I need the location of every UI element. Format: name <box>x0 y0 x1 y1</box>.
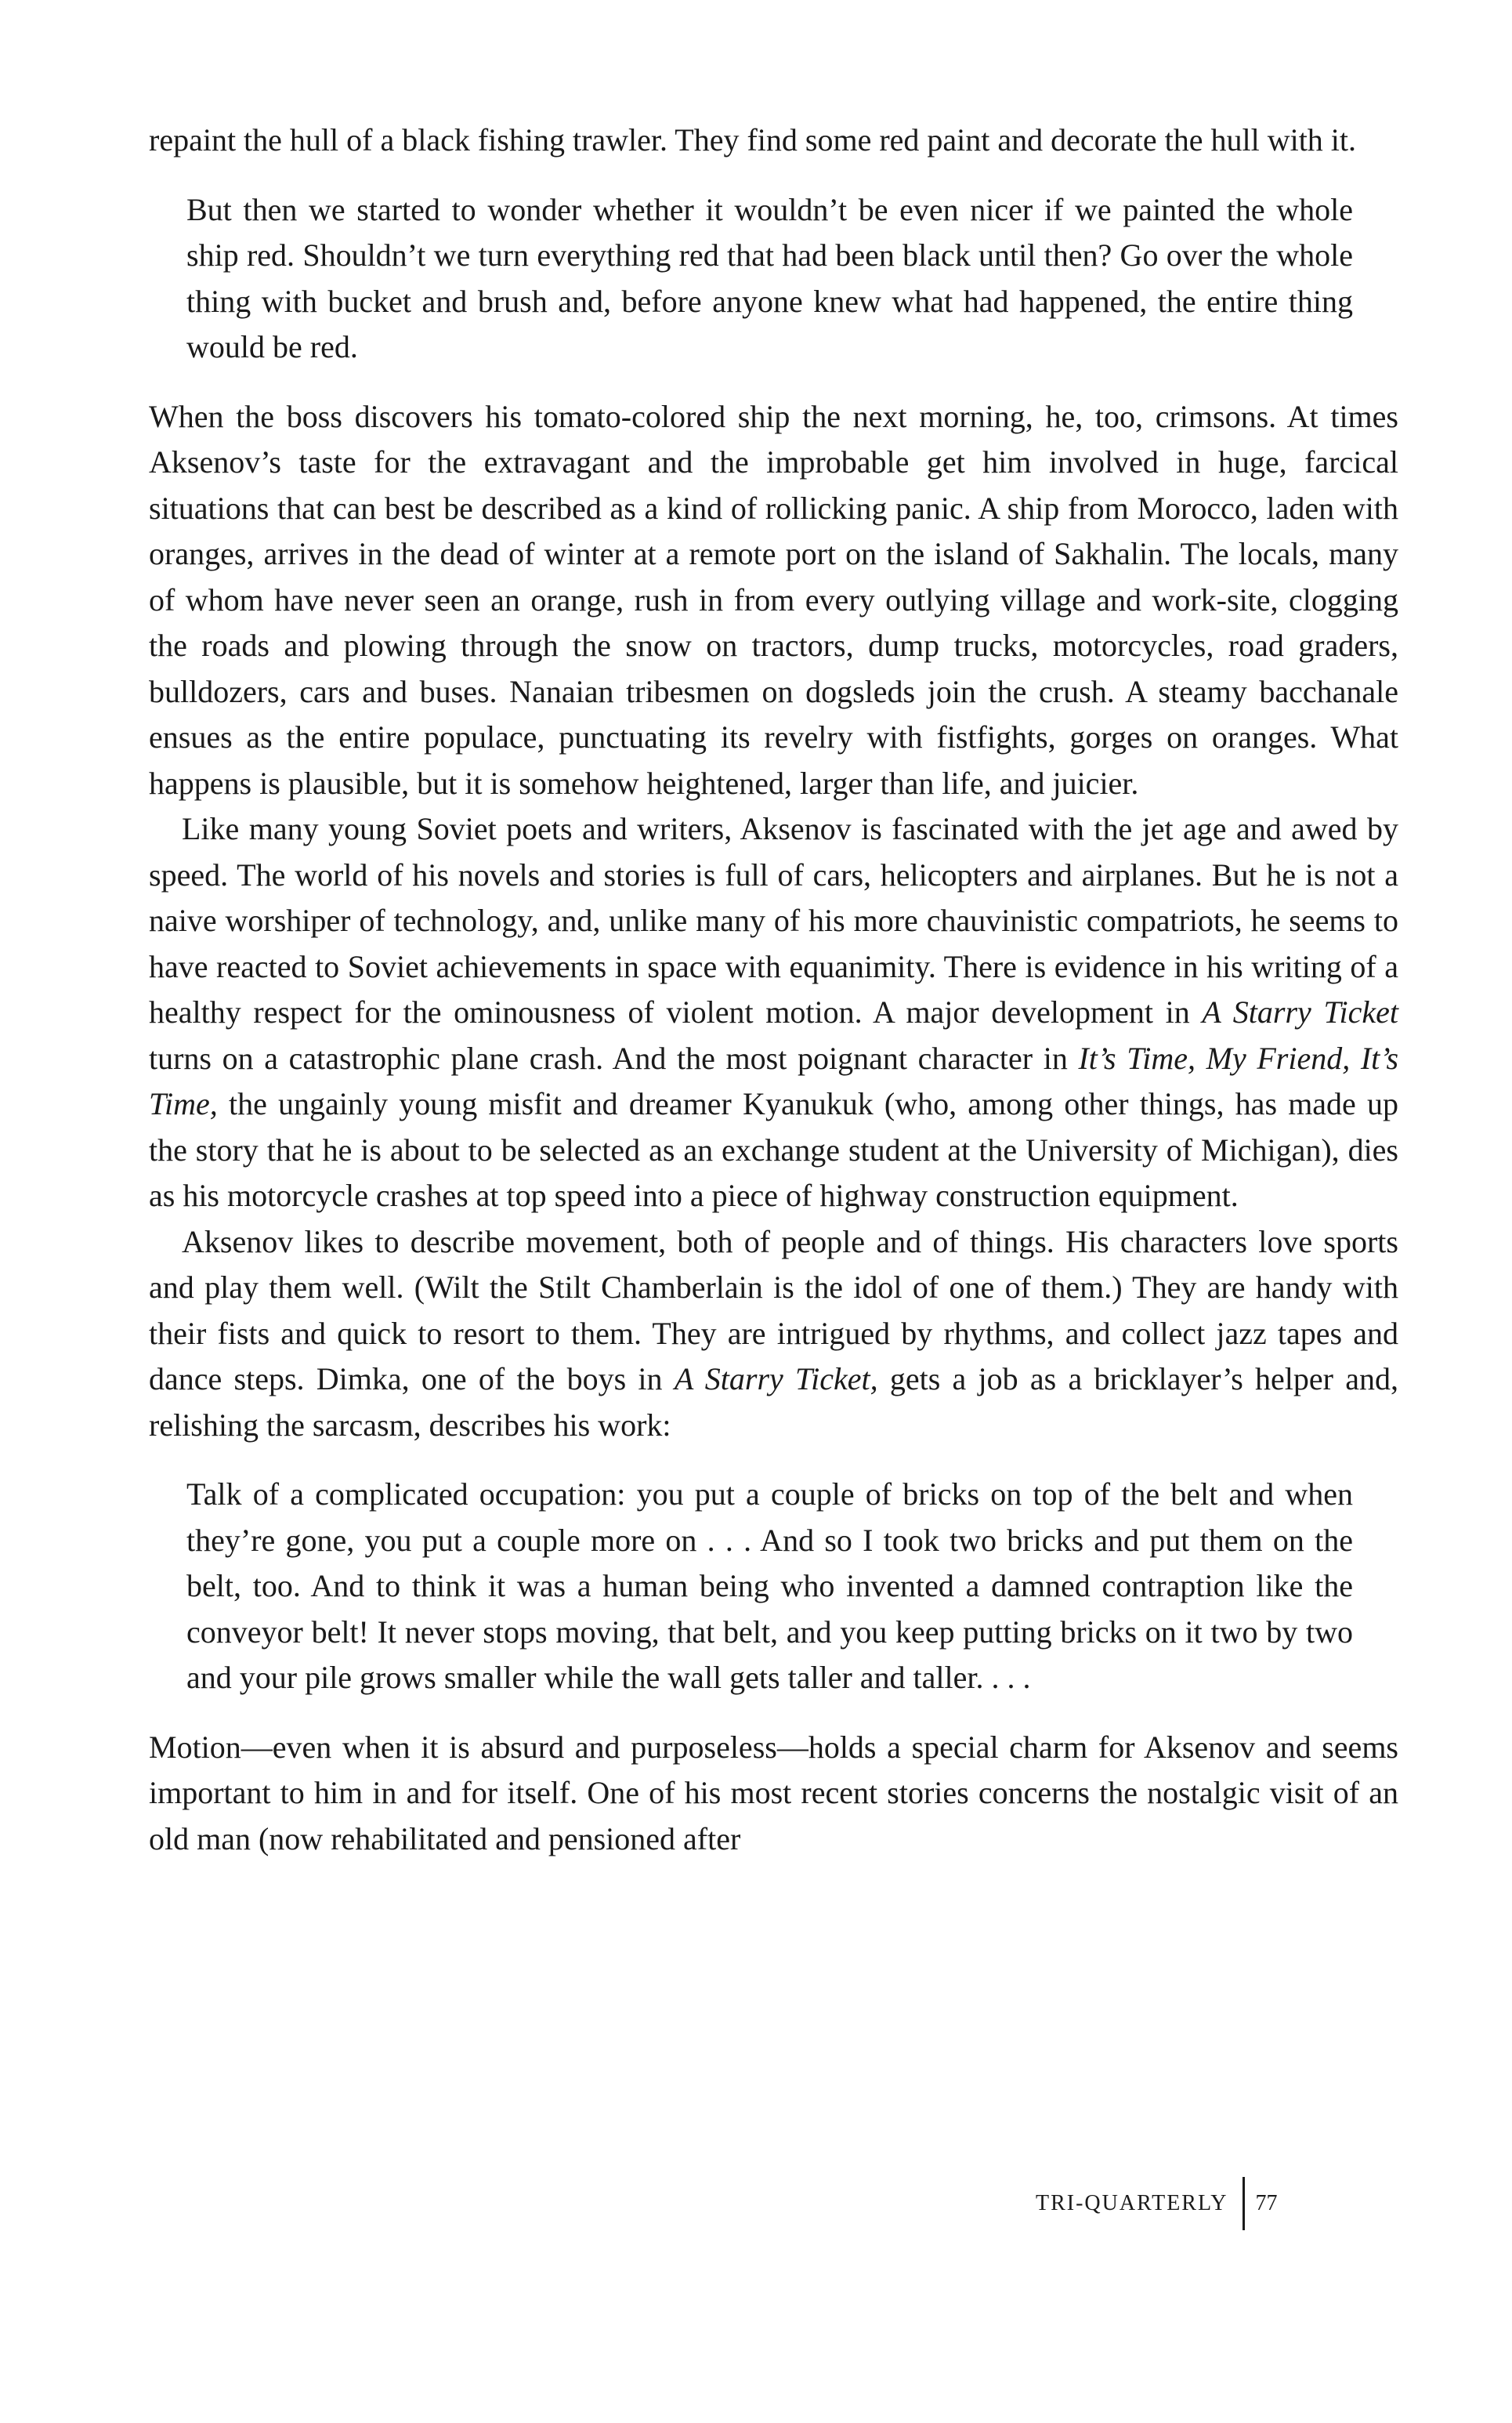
title-its-time-my-friend: It’s Time, My Friend, It’s Time, <box>149 1040 1399 1121</box>
paragraph-2: When the boss discovers his tomato-colored ship the next morning, he, too, crimsons. At times Aksenov’s taste for the extravagant and the improbable get him involved in huge, farcical situations that can best be described as a kind of rollicking panic. A ship from Morocco, laden with oranges, arrives in the dead of winter at a remote port on the island of Sakhalin. The locals, many of whom have never seen an orange, rush in from every outlying village and work-site, clogging the roads and plowing through the snow on tractors, dump trucks, motorcycles, road graders, bulldozers, cars and buses. Nanaian tribesmen on dogsleds join the crush. A steamy bacchanale ensues as the entire populace, punctuating its revelry with fistfights, gorges on oranges. What happens is plausible, but it is somehow heightened, larger than life, and juicier. <box>149 398 1398 801</box>
paragraph-3-text-a: Like many young Soviet poets and writers, Aksenov is fascinated with the jet age and awed by speed. The world of his novels and stories is full of cars, helicopters and airplanes. But he is not a naive worshiper of technology, and, unlike many of his more chauvinistic compatriots, he seems to have reacted to Soviet achievements in space with equanimity. There is evidence in his writing of a healthy respect for the ominousness of violent motion. A major development in <box>149 811 1398 1030</box>
paragraph-3-text-e: the ungainly young misfit and dreamer Kyanukuk (who, among other things, has made up the story that he is about to be selected as an exchange student at the University of Michigan), dies as his motorcycle crashes at top speed into a piece of highway construction equipment. <box>149 1086 1398 1213</box>
title-a-starry-ticket: A Starry Ticket <box>1202 994 1398 1030</box>
title-a-starry-ticket-2: A Starry Ticket, <box>674 1361 878 1396</box>
article-body <box>149 118 1398 1862</box>
block-quote-2: Talk of a complicated occupation: you put a couple of bricks on top of the belt and when they’re gone, you put a couple more on . . . And so I took two bricks and put them on the belt, too. And to think it was a human being who invented a damned contraption like the conveyor belt! It never stops moving, that belt, and you keep putting bricks on it two by two and your pile grows smaller while the wall gets taller and taller. . . . <box>186 1476 1353 1695</box>
paragraph-3 <box>149 806 1398 1219</box>
page-number: 77 <box>1255 2191 1278 2215</box>
paragraph-3-text-c: turns on a catastrophic plane crash. And the most poignant character in <box>149 1040 1079 1076</box>
paragraph-4 <box>149 1219 1398 1449</box>
journal-name: TRI-QUARTERLY <box>1036 2191 1228 2215</box>
paragraph-5: Motion—even when it is absurd and purposeless—holds a special charm for Aksenov and seems important to him in and for itself. One of his most recent stories concerns the nostalgic visit of an old man (now rehabilitated and pensioned after <box>149 1729 1398 1856</box>
paragraph-1: repaint the hull of a black fishing trawler. They find some red paint and decorate the hull with it. <box>149 122 1357 158</box>
paragraph-4-text-a: Aksenov likes to describe movement, both of people and of things. His characters love sports and play them well. (Wilt the Stilt Chamberlain is the idol of one of them.) They are handy with their fists and quick to resort to them. They are intrigued by rhythms, and collect jazz tapes and dance steps. Dimka, one of the boys in <box>149 1223 1398 1396</box>
paragraph-4-text-c: gets a job as a bricklayer’s helper and, relishing the sarcasm, describes his work: <box>149 1361 1398 1443</box>
block-quote-1: But then we started to wonder whether it wouldn’t be even nicer if we painted the whole ship red. Shouldn’t we turn everything red that had been black until then? Go over the whole thing with bucket and brush and, before anyone knew what had happened, the entire thing would be red. <box>186 191 1353 364</box>
page-footer <box>1036 2180 1278 2227</box>
